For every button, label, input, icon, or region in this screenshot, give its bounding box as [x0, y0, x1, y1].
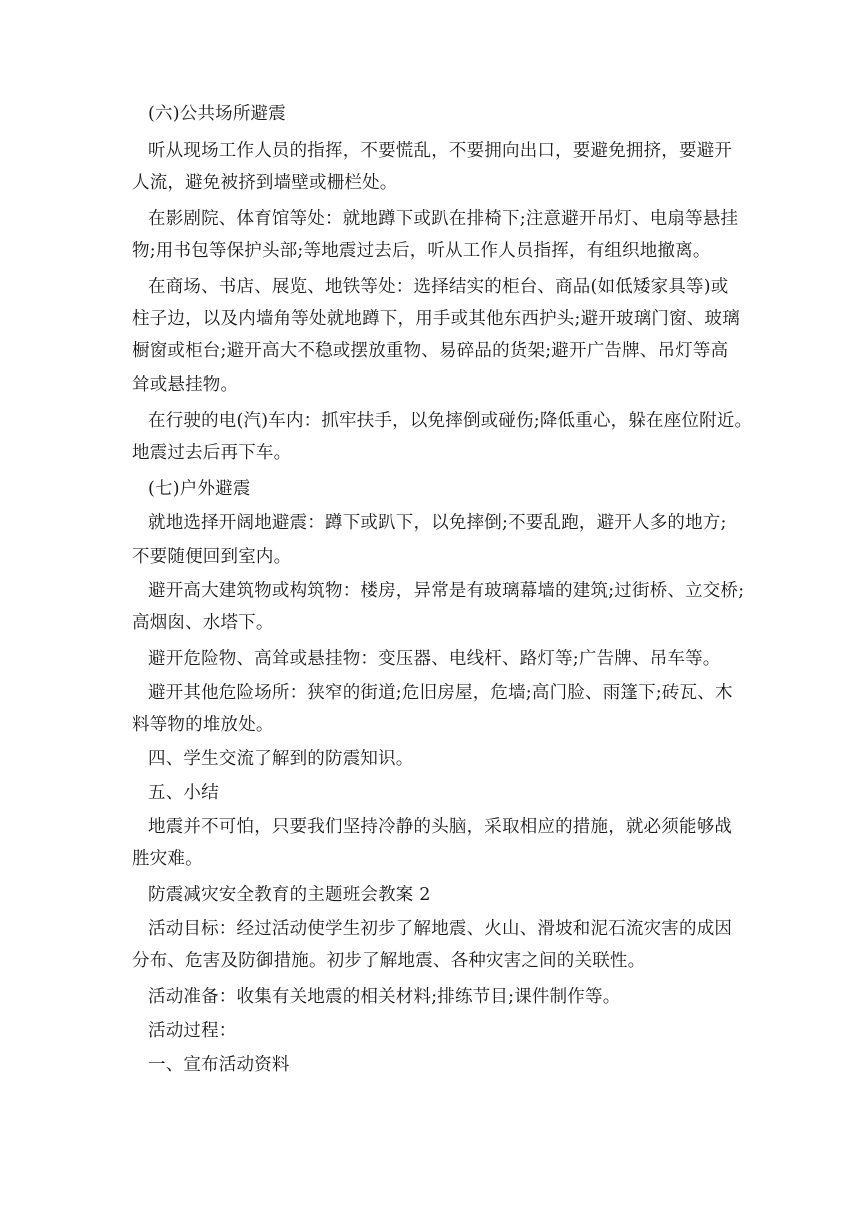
section-heading: (七)户外避震	[148, 479, 251, 499]
section-heading: 五、小结	[148, 783, 219, 803]
paragraph-line: 物;用书包等保护头部;等地震过去后，听从工作人员指挥，有组织地撤离。	[132, 241, 711, 261]
paragraph-line: 分布、危害及防御措施。初步了解地震、各种灾害之间的关联性。	[132, 951, 646, 971]
paragraph-line: 料等物的堆放处。	[132, 715, 274, 735]
paragraph-line: 地震并不可怕，只要我们坚持冷静的头脑，采取相应的措施，就必须能够战	[148, 817, 733, 837]
section-heading: 防震减灾安全教育的主题班会教案 2	[148, 885, 431, 905]
paragraph-line: 活动准备：收集有关地震的相关材料;排练节目;课件制作等。	[148, 987, 621, 1007]
paragraph-line: 不要随便回到室内。	[132, 547, 292, 567]
paragraph-line: 人流，避免被挤到墙壁或栅栏处。	[132, 173, 398, 193]
paragraph-line: 活动目标：经过活动使学生初步了解地震、火山、滑坡和泥石流灾害的成因	[148, 919, 733, 939]
paragraph-line: 在影剧院、体育馆等处：就地蹲下或趴在排椅下;注意避开吊灯、电扇等悬挂	[148, 209, 739, 229]
paragraph-line: 地震过去后再下车。	[132, 443, 292, 463]
paragraph-line: 避开其他危险场所：狭窄的街道;危旧房屋，危墙;高门脸、雨篷下;砖瓦、木	[148, 683, 733, 703]
paragraph-line: 在商场、书店、展览、地铁等处：选择结实的柜台、商品(如低矮家具等)或	[148, 277, 729, 297]
section-heading: 四、学生交流了解到的防震知识。	[148, 749, 414, 769]
paragraph-line: 活动过程：	[148, 1021, 237, 1041]
paragraph-line: 高烟囱、水塔下。	[132, 613, 274, 633]
paragraph-line: 就地选择开阔地避震：蹲下或趴下，以免摔倒;不要乱跑，避开人多的地方;	[148, 513, 727, 533]
section-heading: (六)公共场所避震	[148, 104, 286, 124]
paragraph-line: 避开高大建筑物或构筑物：楼房，异常是有玻璃幕墙的建筑;过街桥、立交桥;	[148, 581, 745, 601]
paragraph-line: 在行驶的电(汽)车内：抓牢扶手，以免摔倒或碰伤;降低重心，躲在座位附近。	[148, 411, 753, 431]
paragraph-line: 柱子边，以及内墙角等处就地蹲下，用手或其他东西护头;避开玻璃门窗、玻璃	[132, 309, 740, 329]
paragraph-line: 避开危险物、高耸或悬挂物：变压器、电线杆、路灯等;广告牌、吊车等。	[148, 649, 721, 669]
paragraph-line: 胜灾难。	[132, 849, 203, 869]
paragraph-line: 耸或悬挂物。	[132, 375, 239, 395]
paragraph-line: 橱窗或柜台;避开高大不稳或摆放重物、易碎品的货架;避开广告牌、吊灯等高	[132, 341, 729, 361]
section-heading: 一、宣布活动资料	[148, 1055, 290, 1075]
paragraph-line: 听从现场工作人员的指挥，不要慌乱，不要拥向出口，要避免拥挤，要避开	[148, 141, 733, 161]
